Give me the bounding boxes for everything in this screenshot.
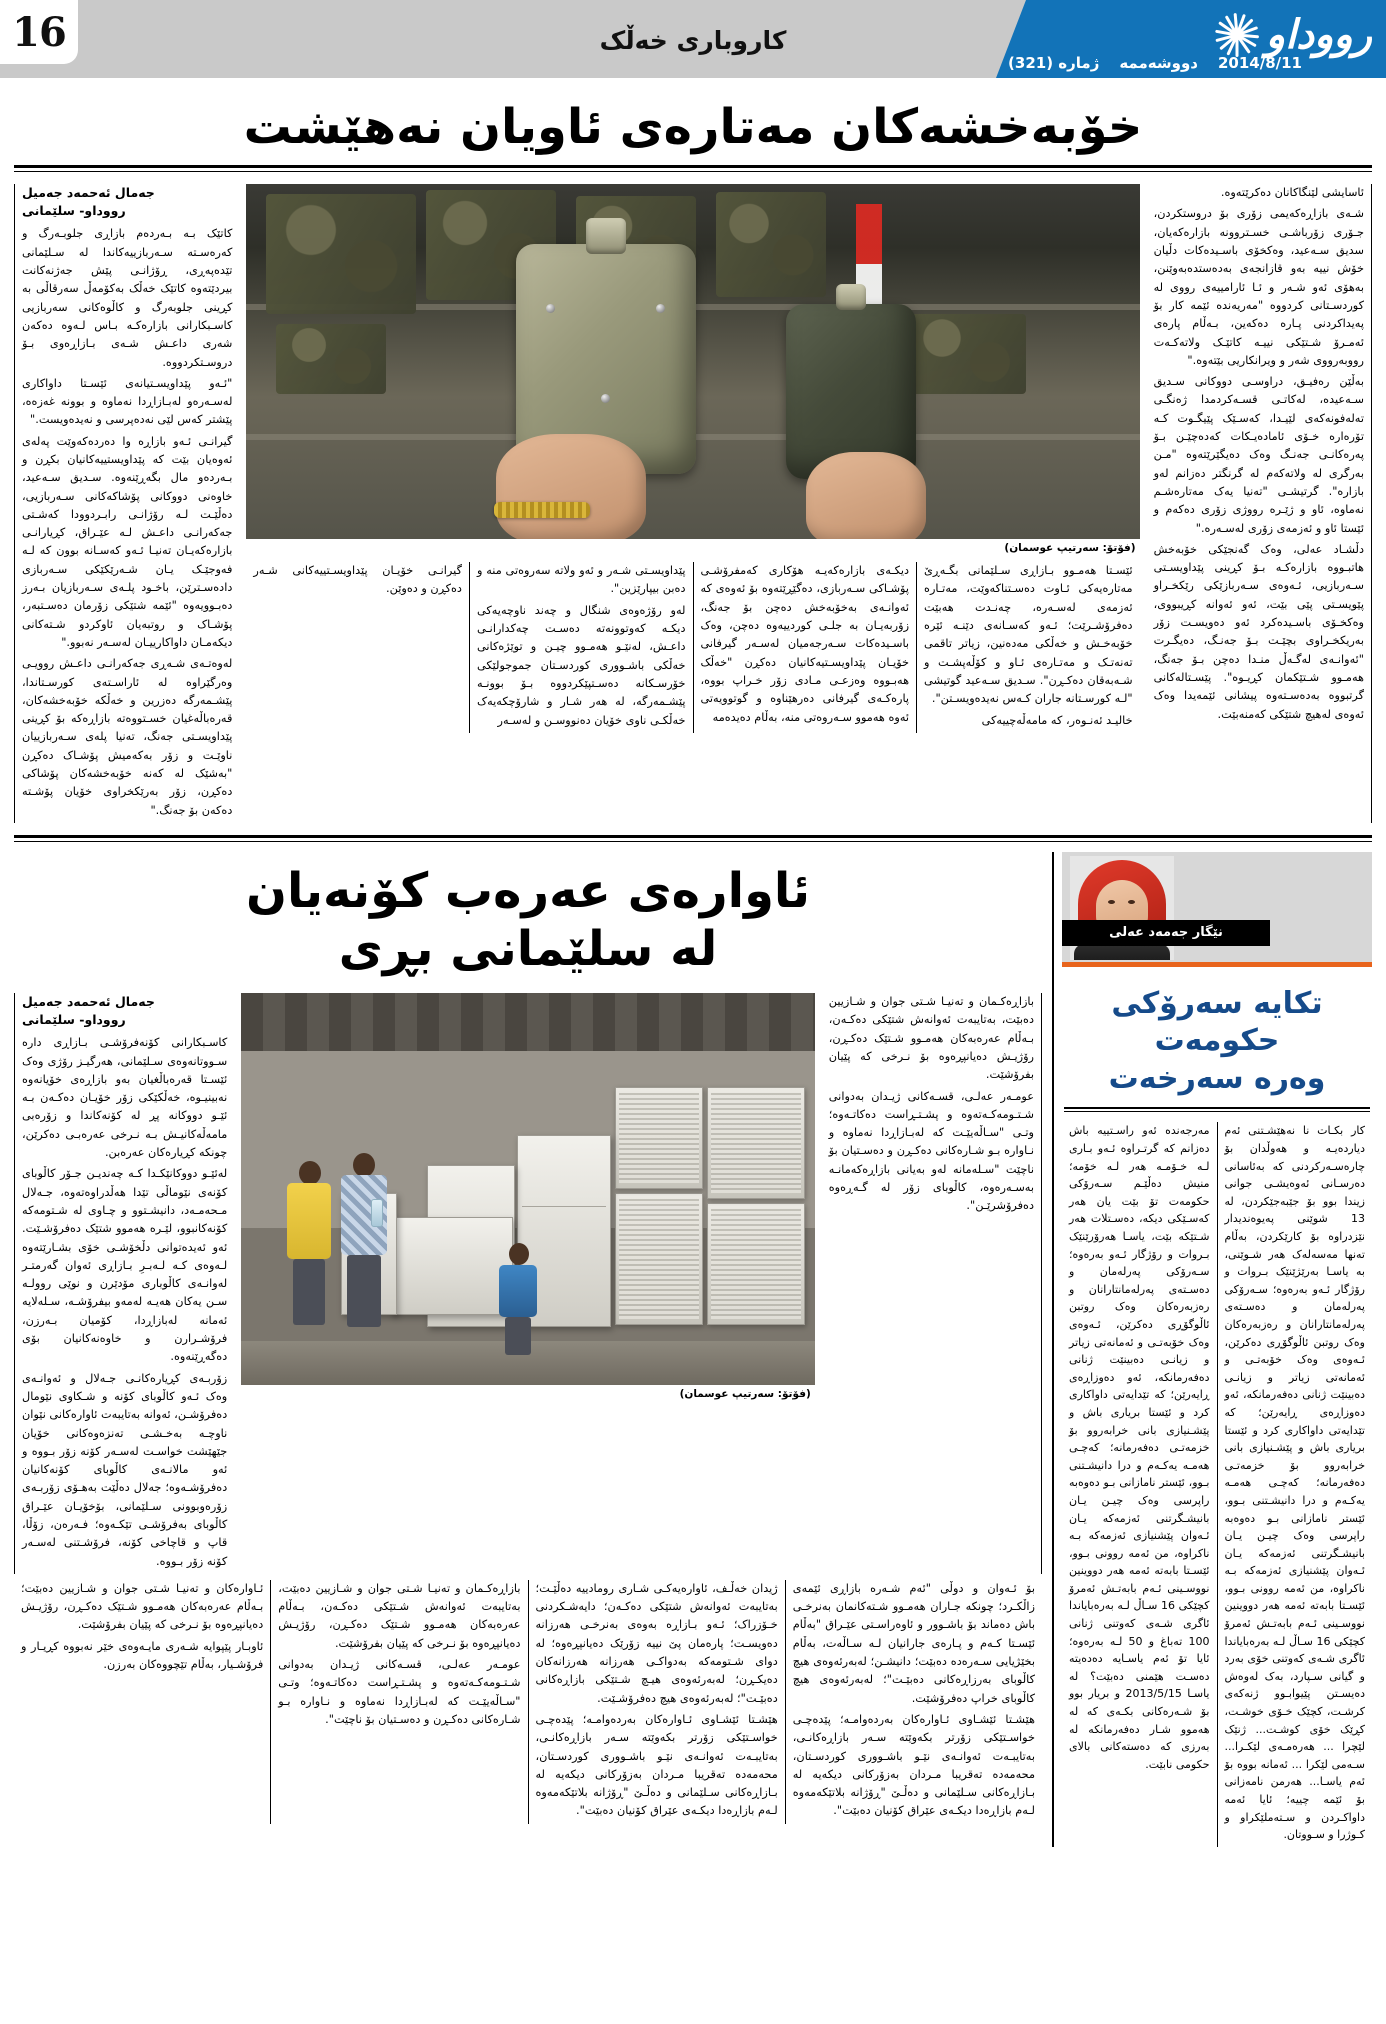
article2-lower-column-2	[271, 1580, 528, 1824]
paragraph: گیرانـی ئـەو بازاڕە وا دەردەکەوێت پەلەی ئەوەیان بێت که پێداویستییەکانیان بکڕن و بـەردەو مال بگەڕێنەوە. سـدیق سـەعید، خاوەنی دووکانی پۆشاکەکانی سـەربازیی، دەڵێـت لـە رۆژانـی رابـردوودا کەشـتی جەکەرانـی داعـش لـە عێـراق، کڕیارانـی بازارەکەیـان تەنیـا ئـەو کەسـانە بوون کە لـە فەوجێـک یـان شـەرێکێکی سـەربازی دادەسـترێن، باخـود پلـەی سـەربازیان بـەرز دەبـوویەوە "ئێمە شتێکی زۆرمان دەسـتبەر، پۆشـاک و روتبەیان ئاوکردو شـتەکانی دیکەمـان داواکارییـان لەسـەر نەبوو."	[21, 434, 233, 649]
article2-left-column	[822, 993, 1042, 1574]
issue-number: ژماره (321)	[1008, 54, 1100, 72]
article2-headline	[54, 862, 1002, 979]
paragraph: ئـاوارەکان و تەنیـا شـتی جوان و شـازیین دەبێت؛ بـەڵام عەرەبەکان هەمـوو شـتێک دەکـڕن، رۆژیـش دەیانپڕەوە بۆ نـرخی کە پێیان بفرۆشێت.	[21, 1581, 264, 1632]
paragraph: مەرجەندە ئەو راسـتییە باش دەزانم کە گرتـراوە ئـەو بـاری لـه خـۆمـه هەر لـە خۆمە؛ منیش دەڵێـم سـەرۆکی حکومەت تۆ بێت یان هەر کەسـێکی دیکە، دەسـتلات هەر شـتێکە بێت، یاسـا هەرۆرێنێک بـروات و رۆژگار ئـەو بەرەوە؛ سـەرۆکی پەرلەمان و دەسـتەی پەرلەمانتارانان و رەزبەرەکان وەک روتبن ئاڵوگۆڕی دەکرێن، ئـەوەی وەک خۆبەتـی و ئەمانەتی زیاتر و زیانـی دەبینێت ژنانی دەفەرمانکە، ئەو دەوزاڕەی ڕایەرێن؛ کە تێدایەتی داواکاری کرد و ئێستا بریاری باش و پێشـنیازی بانی خرابەروو بۆ خزمەتـی دەفەرمانە؛ کەچـی هەمـه یەکـەم و درا دانیشـتنی بـوو، ئێستر نامازانی بـو دەوەبە راپرسی وەک چیـن یـان بانیشـگرتنی ئەزمەکە یـان ئـەوان پێشنیازی ئەزمەکە بـە ناکراوە، من ئەمە روونی بـوو، ئێسـتا بابەتە ئەمە هەر دووینین نووسـینی ئـەم بابەتـش ئەمرۆ کچێکی 16 سـاڵ لـە بەرەبایاندا ئاگری شـەی کەوتنی ژنانی 100 تەباغ و 50 لـه بەرەوە؛ ئایا تۆ ئەم یاسـایە دەدەیتە دەسـت هێمنی دەبێت؟ لە یاسـا 2013/5/15 و بریار بوو بۆ شـەرەکانی بکـەی کە لە هەموو شـار دەفەرمانکە لە بەرزی کە دەستەکانی بالای حکومی نابێت.	[1069, 1124, 1210, 1771]
opinion-title-line2: وەرە سەرخەت	[1108, 1060, 1326, 1096]
article1-sub-column-2	[470, 562, 694, 733]
issue-date: 2014/8/11	[1217, 54, 1302, 72]
paragraph: عومـەر عەلـی، قسـەکانی ژیـدان بەدوانی شـتـومەکـەتەوە و پشـتـڕاست دەکاتـەوە؛ وتـی "سـاڵەیێـت کە لەبـازاڕدا نەماوە و نـاوارە بـو شـارەکانی دەکـڕن و دەسـتیان بۆ ناچێت "سـلەمانە لەو بەیانی بازاڕەکەمانـە بەسـەرەوە، کاڵوبای زۆر لە گـەڕەوە دەفرۆشرێـن".	[828, 1089, 1034, 1213]
article2-right-column	[14, 993, 234, 1574]
article2-headline-line2: لە سلێمانی بڕی	[338, 921, 718, 978]
opinion-title-line1: تکایە سەرۆکی حکومەت	[1111, 985, 1323, 1059]
paragraph: گیرانـی خۆیـان پێداویسـتییەکانی شـەر دەکڕن و دەوێن.	[253, 564, 462, 596]
article2-headline-line1: ئاوارەی عەرەب کۆنەیان	[246, 862, 810, 919]
byline-author: جەمال ئەحمەد جەمیل	[22, 994, 155, 1010]
paragraph: بەڵێن رەفیـق، دراوسـی دووکانی سـدیق سـەعیدە، لەکاتـی قسـەکردمدا ژەنگـی تەلەفونەکەی لێیـدا، کەسـێک پێیگـوت کـە تۆرەاره خـۆی ئامادەیـکات کەدەچێـن بـۆ پەرەکانـی جەنـگ وەک دەیگێرێتەوە "مـن بەرگری لە ولاتەکەم لە گرنگتر دەزانم لەو بازارە". گرتیشـی "تەنیا یەک مەتارەشـم نەماوە، ئاو و ژێـره رووژی زۆری دەکەم و ئێستا ئاو و ئەزمەی زۆری لەسـەرە."	[1153, 375, 1364, 535]
opinion-rule-thick	[1064, 1107, 1370, 1109]
article1-sub-columns	[246, 562, 1139, 733]
article2-body	[14, 993, 1042, 1574]
paragraph: هێشـتا ئێشـاوی ئـاوارەکان بەردەوامـە؛ پێدەچـی خواسـتێکی زۆرتر بکەوێتە سـەر بازاڕەکانـی، بەتایبـەت ئەوانـەی نێـو باشـووری کوردسـتان، محەمەدە تەقریبا مـردان بەزۆرکانی دیکەیە لە بـازاڕەکانی سـلێمانی و دەڵـێ "ڕۆژانە بلاتێکەمەوە لـەم بازاڕەدا دیکـەی عێراق کۆنیان دەبێت".	[792, 1712, 1035, 1818]
lower-section	[14, 852, 1372, 1847]
paragraph: عومـەر عەلـی، قسـەکانی ژیـدان بەدوانی شـتـومەکـەتەوە و پشـتـڕاست دەکاتـەوە؛ وتـی "سـاڵەیێـت کە لەبـازاڕدا نەماوە و نـاوارە بـو شـارەکانی دەکـڕن و دەسـتیان بۆ ناچێت".	[278, 1658, 521, 1726]
paragraph: کاتێک بـه بـەردەم بازاڕی جلوبـەرگ و کەرەسـتە سـەربازییەکاندا لە سـلێمانی تێدەپەڕی، ڕۆژانـی پێش جەژنەکانت بیردێتەوە کاتێک خەڵک بەکۆمەڵ سەرقاڵی بە کڕینی جلوبەرگ و کاڵوەکانی سەربازیی کاسـبکارانی بازارەکـه بـاس لـەوە دەکەن شەری داعـش شـەی بـازاڕەوی بـۆ دروسـتکردووە.	[21, 227, 233, 369]
article1-sub-column-1	[246, 562, 470, 733]
paragraph: بازاڕەکـمان و تەنیـا شـتی جوان و شـازیین دەبێت، بەتایبەت ئەوانەش شتێکی دەکـەن، بـەڵام عەرەبەکان هەمـوو شـتێک دەکـڕن، رۆژیـش دەیانپڕەوە بۆ نـرخی کە پێیان بفرۆشێت.	[828, 995, 1034, 1082]
paragraph: شـەی بازاڕەکەیمی زۆری بۆ دروستکردن، جـۆری زۆرباشـی خسـتروونه بازارەکەیان، سدیق سـەعید، وەکخۆی باسـیدەکات دڵیان خۆش نییە بەو قازانجەی بەدەستدەبەوێنن، بەهۆی ئەو شـەر و ئـا ئارامییەی رووی له کوردسـتانی کردووە "مەریەندە ئێمە کار بۆ پەیداکردنی پـارە دەکەین، بـەڵام پارەی ئەمـرۆ شـتێکی نییـه کاتێـک ولاتەکـەت رووبەرووی شەر و ویرانکاریی بێتەوە."	[1153, 207, 1364, 367]
byline-desk: رووداو- سلێمانی	[22, 1012, 126, 1028]
article2-photo-column	[234, 993, 822, 1574]
headline-rule-thick	[14, 165, 1372, 168]
article1-left-column	[1147, 184, 1372, 823]
article1-byline	[22, 184, 232, 220]
paragraph: پێداویسـتی شـەر و ئەو ولاتە سەروەتی منە و دەبن بیپارێزین".	[476, 564, 686, 596]
article1-right-column	[14, 184, 239, 823]
article2-byline	[22, 993, 227, 1029]
paragraph: زۆربـەی کڕیارەکانـی جـەلال و ئەوانـەی وەک ئـەو کاڵوبای کۆنە و شـکاوی نێومال دەفرۆشـن، ئەوانە بەتایبەت ئاوارەکانی نێوان ناوچـه بەخـشـی تەنزەوەکانی خۆیان جێهێشت خواسـت لەسـەر کۆنە زۆر بـووه و ئەو مالانـەی کاڵوبای کۆنەکانیان دەفرۆشـەوە؛ جەلال دەڵێت بەهـۆی زۆربـەی زۆرەوبوونی سـلێمانی، بۆخۆیـان عێـراق کاڵوبای بەفرۆشـی تێکـەوە؛ فـەرەن، زۆڵا، قاپ و قاچاخی کۆنە، فرۆشـتنی لەسـەر کۆنە زۆر بـووە.	[22, 1371, 228, 1568]
article2-photo-caption: (فۆتۆ: سەرتیپ عوسمان)	[679, 1388, 811, 1401]
paragraph: بازاڕەکـمان و تەنیـا شـتی جوان و شـازیین دەبێت، بەتایبەت ئەوانەش شـتێکی دەکـەن، بـەڵام عەرەبەکان هەمـوو شـتێک دەکـڕن، رۆژیـش دەیانپڕەوە بۆ نـرخی کە پێیان بفرۆشێت.	[278, 1581, 521, 1650]
article2-lower-column-3	[529, 1580, 786, 1824]
byline-desk: رووداو- سلێمانی	[21, 203, 126, 219]
opinion-rule-thin	[1064, 1111, 1370, 1112]
article1-headline: خۆبەخشەکان مەتارەی ئاویان نەهێشت	[243, 99, 1143, 155]
article2-lower-column-1	[14, 1580, 271, 1824]
paragraph: ئێسـتا هەمـوو بـازاڕی سـلێمانی بگـەڕێ مەتارەیەکی ئـاوت دەسـتناکەوێت، مەتـاره ئەزمەی لەسـەرە، چەنـدت هەبێت دەفرۆشـرێت؛ ئـەو کەسـانەی دێنـه ئێره خۆبەخـش و خەڵکی مەدەنین، زیاتر تاقمی تەنەتـک و مەتـارەی ئـاو و کۆڵەپشـت و شـەبەقان دەکـڕن". سـدیق سـەعید گوتیشی "لـە کورسـتانە جاران کـەس نەیدەویسـتن".	[924, 564, 1133, 706]
masthead	[0, 0, 1386, 78]
article2-lower-columns	[14, 1580, 1042, 1824]
paragraph: دڵشـاد عەلی، وەک گەنجێکی خۆبەخش هاتبـووە بازارەکـە بـۆ کڕینی پێداویسـتی سـەربازیی، ئـەوەی سـەربازێکی رێکخـراو پێویسـتی پێی بێت، ئەو ئەوانە کڕیبووی، وەکخـۆی باسـیدەکرد ئەو دەویسـت زۆر بەریکخـراوی بچێـت بـۆ جەنـگ، دەیگـرت "ئەوانـەی لەگـەڵ منـدا دەچن بـۆ جەنگ، هەمـوو شـتێکمان کڕیـوە". پێسـتالەکانی گرتبووه بەدەسـتەوە پیشانی ئێمەیدا وەک ئەوەی لەهیچ شتێکی کەمنەبێت.	[1153, 542, 1364, 721]
article2-lower-column-4	[786, 1580, 1042, 1824]
article1-main	[239, 184, 1146, 823]
issue-info	[1008, 54, 1302, 72]
section-divider-thick	[14, 835, 1372, 838]
byline-author: جەمال ئەحمەد جەمیل	[21, 185, 155, 201]
paragraph: لەوەتـەی شـەڕی جەکەرانـی داعـش روویـی وەرگێراوە لە ئاراسـتەی کورسـتاندا، پێشـمەرگە دەزرین و خەڵکە خۆبەخشەکان، قەرەباڵەغیان خسـتووەتە بازاڕەکە بۆ کڕینی پێداویسـتی جەنگ، تەنیا پلەی سـەربازییان ناوێـت و زۆر بەکەمیش پۆشـاک دەکڕن "بەشێک له کەنە خۆبەخشەکان پۆشاکی دەکڕن، زۆر بەرێکخراوی خۆیان پۆشـتە دەکەن بۆ جەنگ."	[21, 657, 233, 817]
paragraph: هێشـتا ئێشـاوی ئـاوارەکان بەردەوامـە؛ پێدەچـی خواسـتێکی زۆرتر بکەوێتە سـەر بازاڕەکانـی، بەتایبـەت ئەوانـەی نێـو باشـووری کوردسـتان، محەمەدە تەقریبا مـردان بەزۆرکانی دیکەیە لە بـازاڕەکانی سـلێمانی و دەڵـێ "ڕۆژانە بلاتێکەمەوە لـەم بازاڕەدا دیکـەی عێراق کۆنیان دەبێت".	[535, 1712, 778, 1818]
article2	[14, 852, 1052, 1847]
opinion-accent-bar	[1062, 962, 1372, 967]
paragraph: ئاسایشی لێنگاکانان دەکرێتەوە.	[1220, 186, 1364, 200]
article1-sub-column-4	[917, 562, 1140, 733]
paragraph: ئاوبـار پێپوایە شـەری مایـەوەی خێر نەبووە کڕیـار و فرۆشـیار، بەڵام تێچووەکان بەرزن.	[21, 1639, 264, 1672]
issue-weekday: دووشەممە	[1119, 54, 1198, 72]
headline-rule-thin	[14, 171, 1372, 172]
paragraph: بۆ ئـەوان و دوڵی "ئەم شـەرە بازاڕی ئێمەی زاڵکـرد؛ چونکە جـاران هەمـوو شـتەکانمان بەنرخـی باش دەماند بۆ باشـوور و ئاوەراسـتی عێـراق "بەڵام ئێسـتا کـەم و پـارەی جارانیان لـە سـاڵەت، بەڵام بخێژیایی سـەرەدە دەبێت؛ دانیشـن؛ لەبەرئەوەی هیچ کاڵوبای بەرزاڕەکانی دەبێـت"؛ لەبەرئەوەی هیچ کاڵوبای خراپ دەفرۆشێت.	[792, 1581, 1035, 1705]
opinion-author-card	[1062, 852, 1372, 962]
article1-photo-caption: (فۆتۆ: سەرتیپ عوسمان)	[1004, 542, 1136, 555]
paragraph: لەو رۆژەوەی شنگال و چەند ناوچەیەکی دیکـە کەوتوونەتە دەسـت چەکدارانـی داعـش، لەنێـو هەمـوو چیـن و توێژەکانی خەڵکی باشـووری کوردسـتان جموجولێکی خۆرسـکانە دەسـتپێکردووە بـۆ بوونـه پێشـمەرگە، لە هەر شـار و شارۆچکەیەک خەڵکـی ناوی خۆیان دەنووسـن و لەسـەر	[476, 603, 686, 727]
logo-wordmark: رووداو	[1265, 12, 1372, 58]
section-divider-thin	[14, 841, 1372, 842]
paragraph: کار بکـات نا نەهێشـتنی ئەم دیاردەیـه و هەوڵدان بۆ چارەسـەرکردنی کە بەئاسانی دەرسـانی ئەوەیشـی جوانی زیندا بوو بۆ جێبەجێکردن، لە 13 شوێنی پەیوەندیدار نێزدراوه بۆ کارێکردن، بەڵام تەنها مەسەلەک هەر شـوێنی، بە یاسـا بەرێژێنێک بـروات و رۆژگار ئـەو بەرەوە؛ سـەرۆکی پەرلەمان و دەسـتەی پەرلەمانتارانان و رەزبەرەکان وەک روتبن ئاڵوگۆڕی دەکرێن، ئـەوەی وەک خۆبەتـی و ئەمانەتی زیاتر و زیانـی دەبینێت ژنانی دەفەرمانکە، ئەو دەوزاڕەی ڕایەرێن؛ کە تێدایەتی داواکاری کرد و ئێستا بریاری باش و پێشـنیازی بانی خرابەروو بۆ خزمەتـی دەفەرمانە؛ کەچـی هەمـه یەکـەم و درا دانیشـتنی بـوو، ئێستر نامازانی بـو دەوەبە راپرسی وەک چیـن یـان بانیشـگرتنی ئەزمەکە یـان ئـەوان پێشنیازی ئەزمەکە بـە ناکراوە، من ئەمە روونی بـوو، ئێسـتا بابەتە ئەمە هەر دووینین نووسـینی ئـەم بابەتـش ئەمرۆ کچێکی 16 سـاڵ لـە بەرەبایاندا ئاگری شـەی کەوتنی خۆی بەرد و گیانی سـپارد، بەک لەوەش دەیسـتن پێیوابـوو ژنەکەی کرشـت، کچێک خـۆی خوشـت، کڕێک خۆی کوشـت... ژنێک لێچرا ... هەرەمـەی لێکـرا... سـەمی لێکرا ... ئەمانە بووە بۆ ئەم یاسـا... هەرمن نامەزانی بۆ ئێمە چییە؛ ئایا ئەمە داواکـردن و سـتەملێکراو و کـوژرا و سـووتان.	[1224, 1124, 1365, 1842]
opinion-body	[1062, 1122, 1372, 1846]
section-title: کاروباری خەڵک	[599, 26, 787, 55]
article2-photo	[241, 993, 815, 1385]
article1	[14, 184, 1372, 823]
paragraph: ژیدان خەڵـف، ئاوارەیەکـی شـاری رومادییە دەڵێـت؛ بەتایبەت ئەوانەش شتێکی دەکـەن؛ دایەشـکردنی خـۆزراک؛ ئـەو بـازاڕە بەوەی بەنرخـی هەرزانە دەویسـت؛ پارەمان پێ نییە زۆرێک دەیانپڕەوە؛ لە دوای شـتومەکە بەدواکـی هەرزانە هەرزانەکان دەیکـڕن؛ لەبەرئەوەی هیـچ شـتێکی بازاڕەکانی دەبێـت"؛ لەبەرئەوەی هیچ دەفرۆشـێت.	[535, 1581, 778, 1705]
article1-sub-column-3	[694, 562, 918, 733]
paragraph: کاسـبکارانی کۆنەفرۆشـی بـازاڕی دارە سـووتانەوەی سـلێمانی، هەرگیـز رۆژی وەک ئێسـتا قەرەباڵغیان بەو بازاڕەی خۆیانەوە نەبینیـوە، خەڵکێکی زۆر خۆیـان دەکـەن بـە ئێـو دووکانە پڕ له کۆنەکاندا و زۆرەبی مامەڵەکانیـش بـە نـرخی عەرەبـی دەکرێن، چونکە کڕیارەکان عەرەبن.	[22, 1036, 228, 1160]
opinion-author-name: نێگار جەمەد عەلی	[1062, 920, 1270, 946]
opinion-column	[1052, 852, 1372, 1847]
opinion-column-right	[1062, 1122, 1218, 1846]
article1-photo	[246, 184, 1139, 539]
page-number-value: 16	[12, 8, 66, 56]
opinion-column-left	[1218, 1122, 1373, 1846]
opinion-title	[1066, 985, 1368, 1098]
paragraph: دیکـەی بازارەکەیـە هۆکاری کەمفرۆشـی پۆشـاکی سـەربازی، دەگێڕێتەوە بۆ ئەوەی کە ئەوانـەی بەخۆبەخش دەچن بۆ جەنگ، زۆربەیـان بە جلـی کوردییەوە دەچن، وەک باسـیدەکات سـەرجەمیان لەسـەر گیرفانی خۆیـان پێداویسـتیەکانیان دەکڕن "خەڵک هەبـووە وەزعـی مـادی زۆر خـراپ بووە، پارەکـەی گیرفانی دەرهێناوە و گوتوویەتی ئەوە هەموو سـەروەتی منە، بەڵام دەیدەمە	[700, 564, 910, 724]
paragraph: "ئـەو پێداویسـتیانەی ئێسـتا داواکاری لەسـەرەو لەبـازاڕدا نەماوە و بوونە غەزەه، پێشتر کەس لێی نەدەپرسی و نەیدەویست."	[21, 376, 233, 427]
paragraph: خالیـد ئەنـوەر، کە مامەڵەچییەکی	[981, 713, 1133, 727]
paragraph: لەئێـو دووکانێکـدا کـە چەندیـن جـۆر کاڵوبای کۆنەی نێوماڵی تێدا هەڵدراوەتەوە، جـەلال مـحەمـەد، دانیشـتوو و چـاوی له شـتومەکە کۆنەکانبوو، لێـره هەموو شتێک دەفرۆشـێت. ئەو ئەیدەتوانی دڵخۆشـی خۆی بشـارێتەوە لـەوەی کـە لـەبـرِ بـازاڕی ئەوان گەرمتـر لەوانـەی کاڵوباری مۆدێرن و نوێی روولـە سـن یەکان هەیـه لەمەو بیفرۆشـە، سـلەلایە ئەمانە لەبازاڕدا، کۆمیان بـەرزن، فرۆشـرارن و خاوەنەکانیان بۆی دەگەڕێنەوە.	[22, 1167, 228, 1364]
